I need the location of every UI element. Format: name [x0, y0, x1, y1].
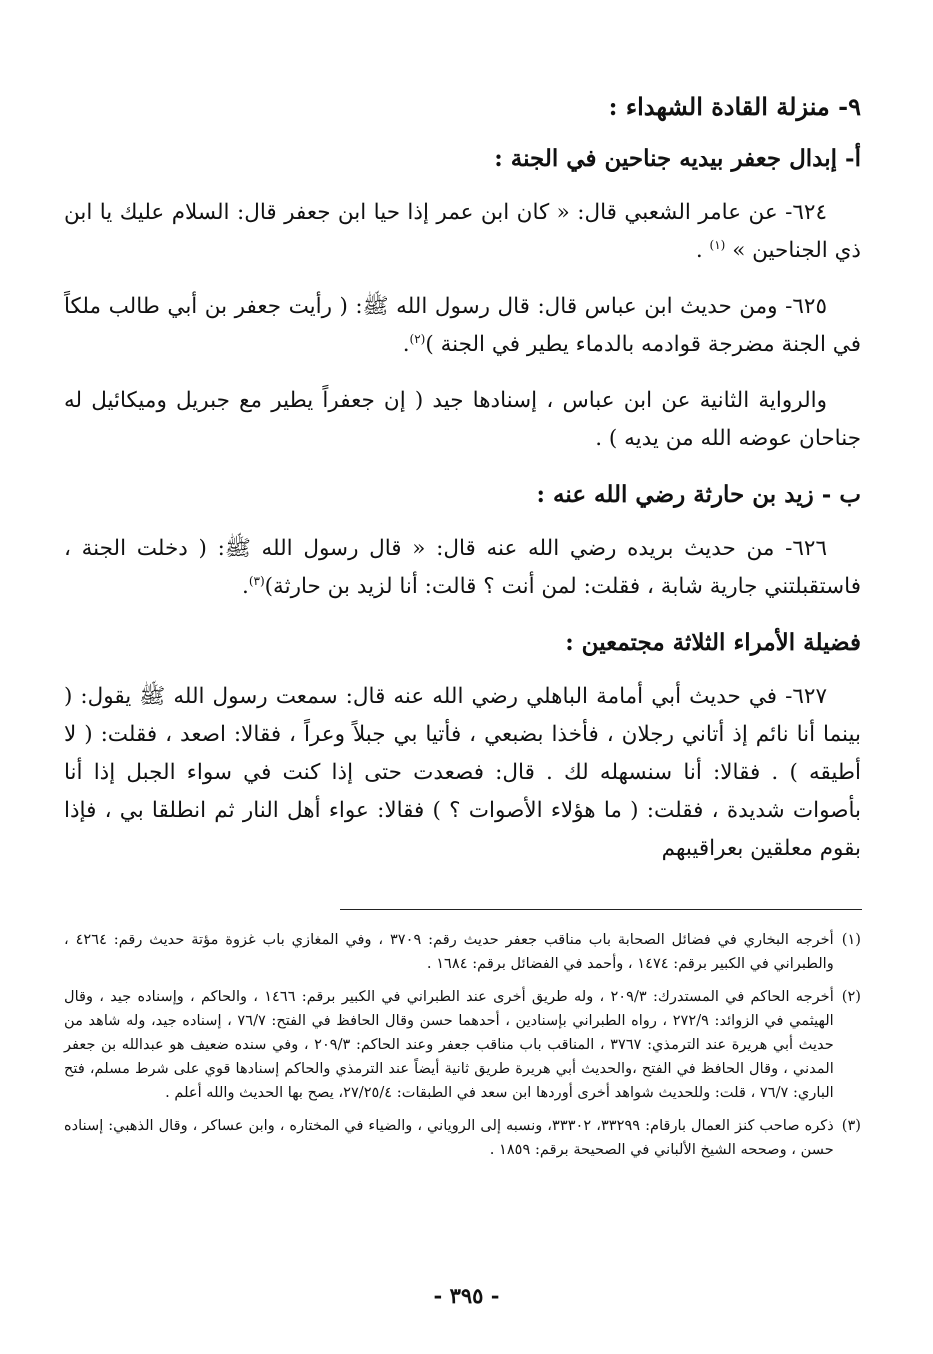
footnote-text: أخرجه البخاري في فضائل الصحابة باب مناقب جعفر حديث رقم: ٣٧٠٩ ، وفي المغازي باب غزوة مؤتة حديث رقم: ٤٢٦٤ ، والطبراني في الكبير برقم: ١٤٧٤ ، وأحمد في الفضائل برقم: ١٦٨٤ . [64, 931, 834, 972]
paragraph-626 [64, 530, 861, 606]
footnote-1 [64, 928, 861, 976]
paragraph-625-second-narration: والرواية الثانية عن ابن عباس ، إسنادها جيد ( إن جعفراً يطير مع جبريل وميكائيل له جناحان عوضه الله من يديه ) . [64, 388, 861, 451]
footnotes [64, 928, 861, 1171]
footnote-text: ذكره صاحب كنز العمال بارقام: ٣٣٢٩٩، ٣٣٣٠٢، ونسبه إلى الروياني ، والضياء في المختاره ، وابن عساكر ، وقال الذهبي: إسناده حسن ، وصححه الشيخ الألباني في الصحيحة برقم: ١٨٥٩ . [64, 1117, 834, 1158]
subtitle-three-commanders: فضيلة الأمراء الثلاثة مجتمعين : [565, 629, 861, 656]
footnote-ref-3: (٣) [248, 573, 265, 588]
paragraph-626-end: . [242, 574, 249, 599]
footnote-2 [64, 985, 861, 1105]
paragraph-624-end: . [695, 238, 710, 263]
footnote-number: (٣) [841, 1117, 861, 1134]
paragraph-626-text: ٦٢٦- من حديث بريده رضي الله عنه قال: « قال رسول الله ﷺ: ( دخلت الجنة ، فاستقبلتني جارية شابة ، فقلت: لمن أنت ؟ قالت: أنا لزيد بن حارثة) [64, 536, 861, 599]
subtitle-zaid: ب - زيد بن حارثة رضي الله عنه : [536, 481, 861, 508]
footnote-text: أخرجه الحاكم في المستدرك: ٢٠٩/٣ ، وله طريق أخرى عند الطبراني في الكبير برقم: ١٤٦٦ ، والحاكم ، وإسناده جيد ، وقال الهيثمي في الزوائد: ٢٧٢/٩ ، رواه الطبراني بإسنادين ، أحدهما حسن وقال الحافظ في الفتح: ٧٦/٧ ، إسناده جيد، وله شاهد من حديث أبي هريرة عند الترمذي: ٣٧٦٧ ، المناقب باب مناقب جعفر وعند الحاكم: ٢٠٩/٣ ، وفي سنده ضعيف هو عبدالله بن جعفر المدني ، وقال الحافظ في الفتح ،والحديث أبي هريرة طريق ثانية أيضاً عند الترمذي والحاكم إسنادها قوي على شرط مسلم، فتح الباري: ٧٦/٧ ، قلت: وللحديث شواهد أخرى أوردها ابن سعد في الطبقات: ٢٧/٢٥/٤، يصح بها الحديث والله أعلم . [64, 988, 834, 1101]
paragraph-625-end: . [402, 332, 410, 357]
paragraph-625 [64, 288, 861, 364]
paragraph-624 [64, 194, 861, 270]
paragraph-625-text: ٦٢٥- ومن حديث ابن عباس قال: قال رسول الله ﷺ: ( رأيت جعفر بن أبي طالب ملكاً في الجنة مضرجة قوادمه بالدماء يطير في الجنة ) [64, 294, 861, 357]
paragraph-627: ٦٢٧- في حديث أبي أمامة الباهلي رضي الله عنه قال: سمعت رسول الله ﷺ يقول: ( بينما أنا نائم إذ أتاني رجلان ، فأخذا بضبعي ، فأتيا بي جبلاً وعراً ، فقالا: اصعد ، فقلت: ( لا أطيقه ) . فقالا: أنا سنسهله لك . قال: فصعدت حتى إذا كنت في سواء الجبل إذا أنا بأصوات شديدة ، فقلت: ( ما هؤلاء الأصوات ؟ ) فقالا: عواء أهل النار ثم انطلقا بي ، فإذا بقوم معلقين بعراقيبهم [64, 684, 861, 861]
paragraph-624-text: ٦٢٤- عن عامر الشعبي قال: « كان ابن عمر إذا حيا ابن جعفر قال: السلام عليك يا ابن ذي الجناحين » [64, 200, 861, 263]
footnote-ref-1: (١) [709, 237, 726, 252]
footnote-3 [64, 1114, 861, 1162]
main-text [64, 88, 861, 868]
page-number: - ٣٩٥ - [433, 1283, 500, 1308]
footnote-ref-2: (٢) [409, 331, 426, 346]
footnote-number: (٢) [841, 988, 861, 1005]
subtitle-jafar: أ- إبدال جعفر بيديه جناحين في الجنة : [494, 145, 861, 172]
footnote-number: (١) [841, 931, 861, 948]
footnote-divider [340, 909, 862, 910]
section-title: ٩- منزلة القادة الشهداء : [608, 92, 861, 121]
